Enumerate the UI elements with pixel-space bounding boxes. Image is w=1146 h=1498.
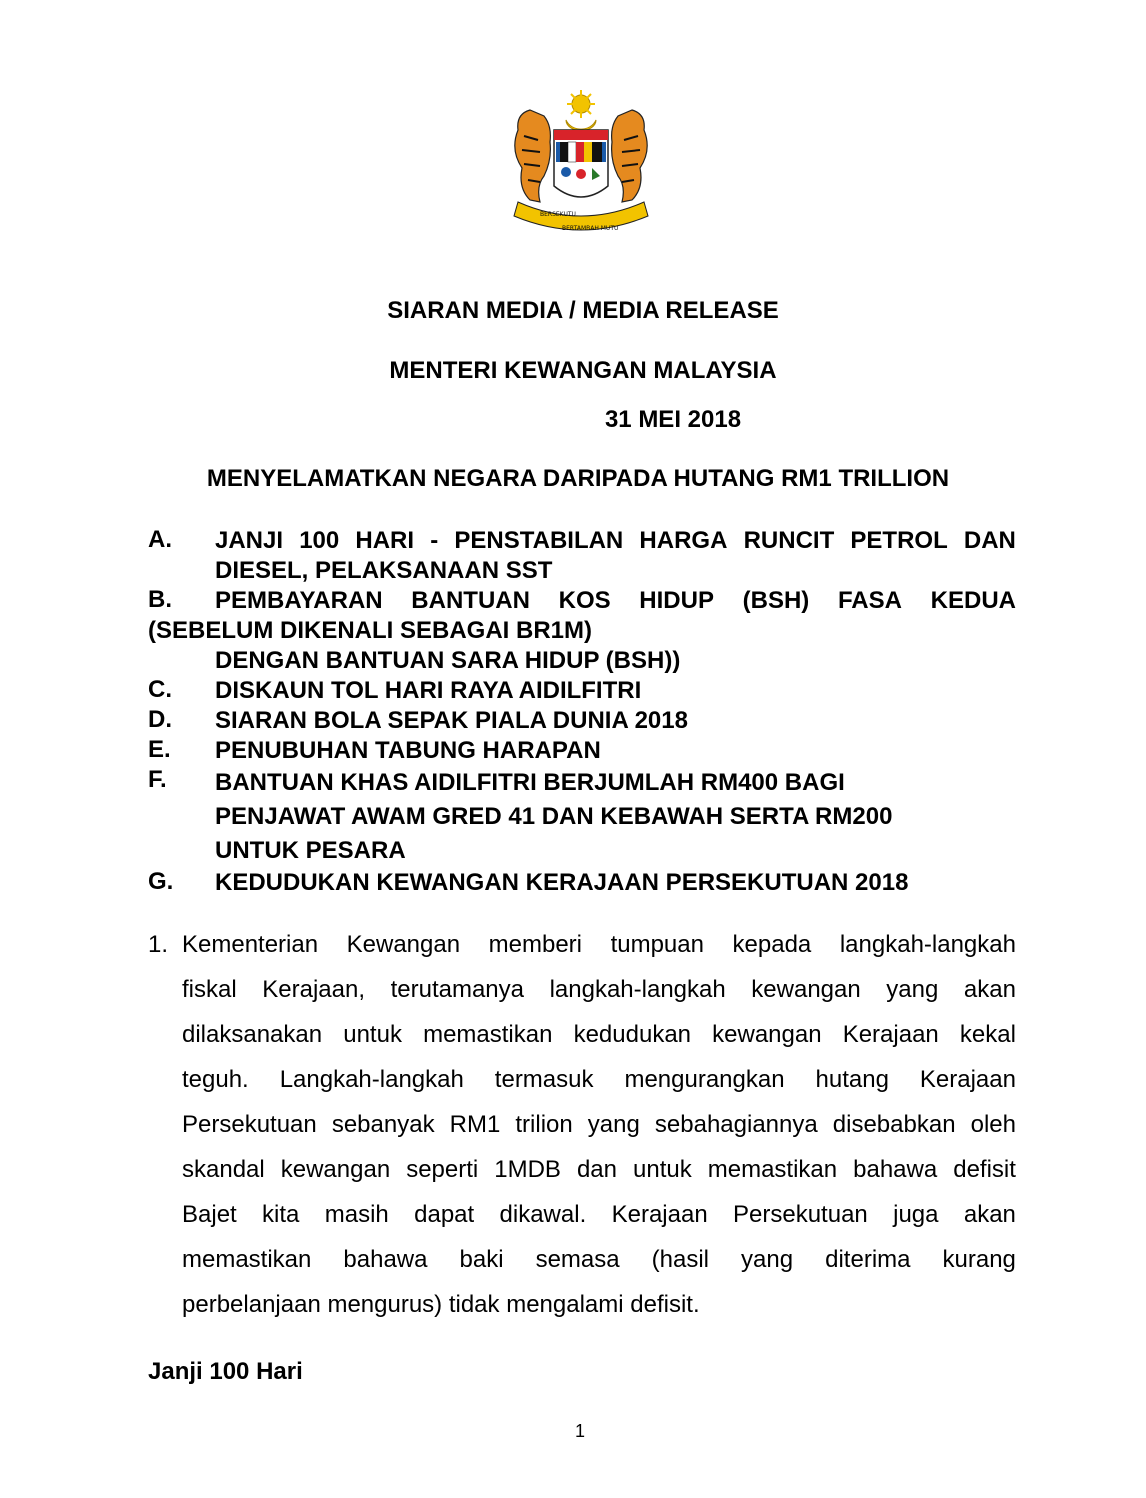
paragraph-word: bahawa (343, 1246, 428, 1273)
paragraph-word: oleh (970, 1111, 1016, 1138)
paragraph-word: sebanyak (331, 1111, 435, 1138)
paragraph-word: Kementerian (182, 931, 319, 958)
page-number: 1 (574, 1421, 585, 1441)
topic-letter: E. (148, 736, 171, 763)
paragraph-line (182, 1192, 1016, 1237)
topic-word: PENSTABILAN (454, 527, 624, 554)
paragraph-word: hutang (815, 1066, 889, 1093)
topic-b-line3: DENGAN BANTUAN SARA HIDUP (BSH)) (215, 647, 681, 674)
topic-letter: G. (148, 868, 174, 895)
paragraph-word: yang (886, 976, 939, 1003)
ministry-heading: MENTERI KEWANGAN MALAYSIA (389, 357, 777, 384)
topic-c (148, 676, 1016, 706)
topic-g (148, 868, 1016, 898)
paragraph-word: kedudukan (573, 1021, 692, 1048)
paragraph-word: yang (741, 1246, 794, 1273)
paragraph-line (182, 1057, 1016, 1102)
paragraph-word: (hasil (651, 1246, 710, 1273)
paragraph-word: teguh. (182, 1066, 249, 1093)
topic-letter: D. (148, 706, 172, 733)
paragraph-word: seperti (406, 1156, 479, 1183)
paragraph-word: untuk (633, 1156, 692, 1183)
topic-letter: A. (148, 526, 172, 553)
motto-top: BERSEKUTU (540, 211, 576, 218)
paragraph-word: kewangan (712, 1021, 822, 1048)
paragraph-word: disebabkan (832, 1111, 956, 1138)
paragraph-word: langkah-langkah (549, 976, 726, 1003)
paragraph-line (182, 1147, 1016, 1192)
topic-a (148, 526, 1016, 586)
topic-b-line2: (SEBELUM DIKENALI SEBAGAI BR1M) (148, 617, 593, 644)
paragraph-word: juga (893, 1201, 939, 1228)
paragraph-word: kewangan (751, 976, 861, 1003)
paragraph-word: tumpuan (610, 931, 704, 958)
paragraph-word: mengurangkan (624, 1066, 785, 1093)
document-title: MENYELAMATKAN NEGARA DARIPADA HUTANG RM1 TRILLION (206, 465, 950, 492)
paragraph-word: kepada (732, 931, 812, 958)
paragraph-word: baki (459, 1246, 504, 1273)
paragraph-word: sebahagiannya (654, 1111, 818, 1138)
paragraph-word: terutamanya (390, 976, 524, 1003)
paragraph-word: Persekutuan (733, 1201, 868, 1228)
topic-d (148, 706, 1016, 736)
paragraph-word: akan (963, 1201, 1016, 1228)
paragraph-word: trilion (515, 1111, 573, 1138)
paragraph-line (182, 922, 1016, 967)
topic-b (148, 586, 1016, 616)
paragraph-line (182, 967, 1016, 1012)
paragraph-line: perbelanjaan mengurus) tidak mengalami defisit. (182, 1291, 700, 1318)
paragraph-word: Bajet (182, 1201, 237, 1228)
paragraph-word: kekal (959, 1021, 1016, 1048)
topic-word: DAN (963, 527, 1016, 554)
paragraph-word: memberi (488, 931, 582, 958)
paragraph-body (182, 922, 1016, 1327)
paragraph-word: memastikan (707, 1156, 838, 1183)
release-date: 31 MEI 2018 (604, 406, 742, 433)
topic-g-text: KEDUDUKAN KEWANGAN KERAJAAN PERSEKUTUAN 2018 (215, 869, 909, 896)
topic-f (148, 766, 1016, 868)
topic-e (148, 736, 1016, 766)
paragraph-word: untuk (343, 1021, 402, 1048)
paragraph-word: memastikan (182, 1246, 312, 1273)
paragraph-line (182, 1102, 1016, 1147)
paragraph-line (182, 1012, 1016, 1057)
topic-d-text: SIARAN BOLA SEPAK PIALA DUNIA 2018 (215, 707, 688, 734)
topic-word: 100 (299, 527, 340, 554)
paragraph-word: dikawal. (499, 1201, 587, 1228)
paragraph-word: dan (576, 1156, 617, 1183)
topic-letter: F. (148, 766, 167, 793)
paragraph-word: diterima (825, 1246, 911, 1273)
section-heading: Janji 100 Hari (148, 1358, 303, 1385)
paragraph-word: memastikan (423, 1021, 553, 1048)
topics-list (148, 526, 1016, 898)
paragraph-word: akan (963, 976, 1016, 1003)
topic-word: JANJI (215, 527, 284, 554)
malaysia-coat-of-arms-icon (500, 90, 662, 240)
topic-word: HARGA (639, 527, 728, 554)
topic-f-line2: PENJAWAT AWAM GRED 41 DAN KEBAWAH SERTA RM200 (215, 803, 893, 830)
topic-a-line2: DIESEL, PELAKSANAAN SST (215, 557, 553, 584)
paragraph-word: kewangan (280, 1156, 391, 1183)
paragraph-word: langkah-langkah (839, 931, 1016, 958)
paragraph-word: Kerajaan, (262, 976, 366, 1003)
topic-b-line1: PEMBAYARAN BANTUAN KOS HIDUP (BSH) FASA KEDUA (215, 587, 1016, 614)
motto-bottom: BERTAMBAH MUTU (562, 225, 619, 232)
topic-c-text: DISKAUN TOL HARI RAYA AIDILFITRI (215, 677, 642, 704)
paragraph-word: yang (587, 1111, 640, 1138)
paragraph-word: 1MDB (494, 1156, 561, 1183)
paragraph-word: semasa (535, 1246, 620, 1273)
topic-f-line1: BANTUAN KHAS AIDILFITRI BERJUMLAH RM400 BAGI (215, 769, 845, 796)
topic-word: HARI (355, 527, 415, 554)
paragraph-word: termasuk (494, 1066, 594, 1093)
paragraph-word: Langkah-langkah (279, 1066, 464, 1093)
paragraph-word: Kerajaan (842, 1021, 939, 1048)
topic-word: - (430, 527, 439, 554)
topic-f-line3: UNTUK PESARA (215, 837, 406, 864)
topic-word: PETROL (850, 527, 948, 554)
media-release-heading: SIARAN MEDIA / MEDIA RELEASE (387, 297, 779, 324)
paragraph-word: dapat (414, 1201, 475, 1228)
topic-word: RUNCIT (743, 527, 835, 554)
paragraph-word: kurang (942, 1246, 1016, 1273)
paragraph-1 (148, 922, 1016, 1327)
paragraph-word: Kerajaan (919, 1066, 1016, 1093)
paragraph-word: RM1 (449, 1111, 501, 1138)
paragraph-word: bahawa (853, 1156, 938, 1183)
paragraph-word: Kewangan (346, 931, 461, 958)
paragraph-word: dilaksanakan (182, 1021, 323, 1048)
paragraph-number: 1. (148, 931, 169, 958)
paragraph-word: fiskal (182, 976, 237, 1003)
paragraph-word: masih (324, 1201, 389, 1228)
paragraph-word: kita (262, 1201, 300, 1228)
topic-letter: C. (148, 676, 172, 703)
paragraph-line (182, 1237, 1016, 1282)
topic-letter: B. (148, 586, 172, 613)
paragraph-word: defisit (953, 1156, 1016, 1183)
topic-e-text: PENUBUHAN TABUNG HARAPAN (215, 737, 601, 764)
topic-a-line1 (215, 526, 1016, 556)
paragraph-word: Kerajaan (611, 1201, 708, 1228)
paragraph-word: skandal (182, 1156, 265, 1183)
paragraph-word: Persekutuan (182, 1111, 317, 1138)
